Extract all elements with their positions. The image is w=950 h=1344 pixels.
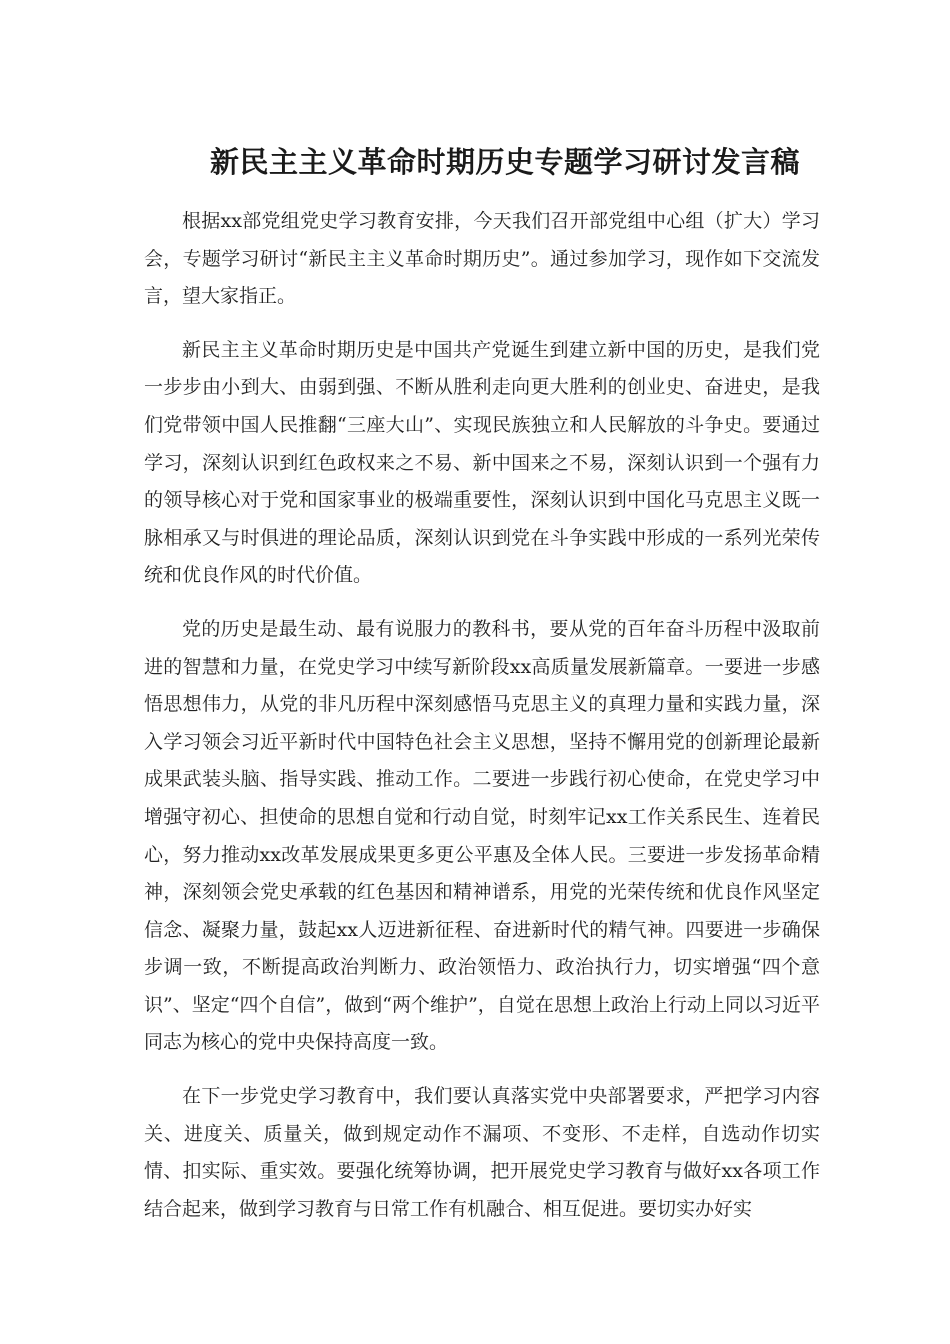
paragraph-4: 在下一步党史学习教育中，我们要认真落实党中央部署要求，严把学习内容关、进度关、质量关，做到规定动作不漏项、不变形、不走样，自选动作切实情、扣实际、重实效。要强化统筹协调，把开展党史学习教育与做好xx各项工作结合起来，做到学习教育与日常工作有机融合、相互促进。要切实办好实: [144, 1085, 820, 1220]
paragraph-2: 新民主主义革命时期历史是中国共产党诞生到建立新中国的历史，是我们党一步步由小到大、由弱到强、不断从胜利走向更大胜利的创业史、奋进史，是我们党带领中国人民推翻“三座大山”、实现民族独立和人民解放的斗争史。要通过学习，深刻认识到红色政权来之不易、新中国来之不易，深刻认识到一个强有力的领导核心对于党和国家事业的极端重要性，深刻认识到中国化马克思主义既一脉相承又与时俱进的理论品质，深刻认识到党在斗争实践中形成的一系列光荣传统和优良作风的时代价值。: [144, 338, 820, 587]
paragraph-3: 党的历史是最生动、最有说服力的教科书，要从党的百年奋斗历程中汲取前进的智慧和力量，在党史学习中续写新阶段xx高质量发展新篇章。一要进一步感悟思想伟力，从党的非凡历程中深刻感悟马克思主义的真理力量和实践力量，深入学习领会习近平新时代中国特色社会主义思想，坚持不懈用党的创新理论最新成果武装头脑、指导实践、推动工作。二要进一步践行初心使命，在党史学习中增强守初心、担使命的思想自觉和行动自觉，时刻牢记xx工作关系民生、连着民心，努力推动xx改革发展成果更多更公平惠及全体人民。三要进一步发扬革命精神，深刻领会党史承载的红色基因和精神谱系，用党的光荣传统和优良作风坚定信念、凝聚力量，鼓起xx人迈进新征程、奋进新时代的精气神。四要进一步确保步调一致，不断提高政治判断力、政治领悟力、政治执行力，切实增强“四个意识”、坚定“四个自信”，做到“两个维护”，自觉在思想上政治上行动上同以习近平同志为核心的党中央保持高度一致。: [144, 617, 820, 1054]
document-title: 新民主主义革命时期历史专题学习研讨发言稿: [209, 145, 800, 179]
paragraph-1: 根据xx部党组党史学习教育安排，今天我们召开部党组中心组（扩大）学习会，专题学习研讨“新民主主义革命时期历史”。通过参加学习，现作如下交流发言，望大家指正。: [144, 210, 820, 308]
document-body: [144, 203, 820, 1244]
